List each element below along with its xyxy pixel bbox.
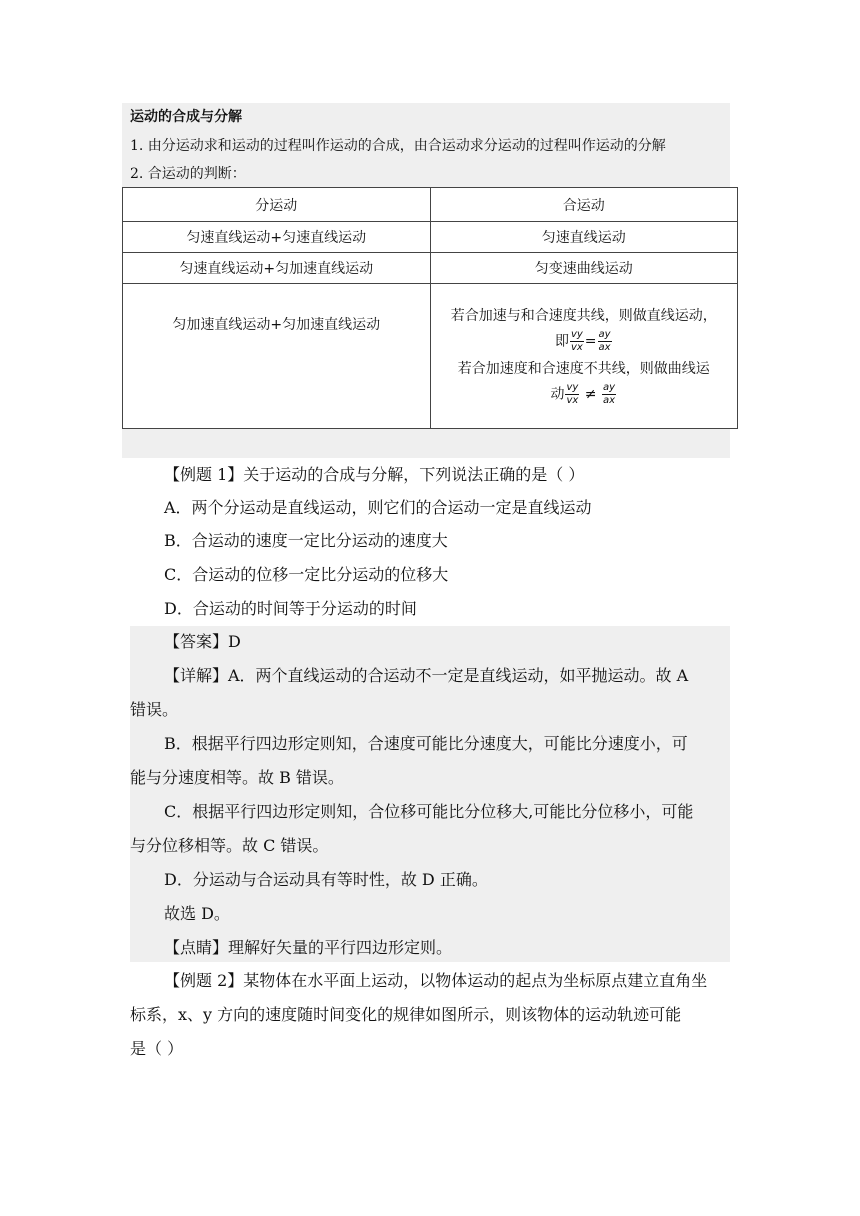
not-equal-sign: ≠	[584, 386, 597, 403]
ay-symbol: ay	[598, 329, 611, 340]
example2-line: 是（ ）	[130, 1039, 184, 1058]
table-cell: 匀速直线运动+匀速直线运动	[123, 222, 431, 253]
option-a: A．两个分运动是直线运动，则它们的合运动一定是直线运动	[164, 498, 592, 517]
option-c: C．合运动的位移一定比分运动的位移大	[164, 565, 449, 584]
intro-paragraph-1: 1. 由分运动求和运动的过程叫作运动的合成，由合运动求分运动的过程叫作运动的分解	[130, 138, 666, 154]
detail-line: B．根据平行四边形定则知，合速度可能比分速度大，可能比分速度小，可	[164, 734, 688, 753]
detail-line: C．根据平行四边形定则知，合位移可能比分位移大,可能比分位移小，可能	[164, 802, 694, 821]
comment: 【点睛】理解好矢量的平行四边形定则。	[164, 938, 453, 957]
table-row	[123, 253, 738, 284]
detail-line: 与分位移相等。故 C 错误。	[130, 836, 329, 855]
velocity-ratio	[565, 382, 579, 407]
vy-symbol: vy	[566, 382, 579, 393]
acceleration-ratio	[598, 329, 612, 354]
vx-symbol: vx	[570, 342, 583, 353]
table-header-cell: 分运动	[123, 188, 431, 222]
equals-sign: =	[584, 333, 597, 350]
table-row	[123, 222, 738, 253]
example2-line: 【例题 2】某物体在水平面上运动，以物体运动的起点为坐标原点建立直角坐	[164, 971, 708, 990]
detail-line: 【详解】A．两个直线运动的合运动不一定是直线运动，如平抛运动。故 A	[164, 666, 689, 685]
table-cell-conditions	[430, 284, 738, 429]
table-cell: 匀加速直线运动+匀加速直线运动	[123, 284, 431, 429]
collinear-condition: 若合加速与和合速度共线，则做直线运动，	[450, 308, 717, 324]
section-title: 运动的合成与分解	[130, 109, 242, 125]
detail-line: 错误。	[130, 700, 179, 719]
velocity-ratio	[570, 329, 584, 354]
detail-line: 故选 D。	[164, 904, 230, 923]
ax-symbol: ax	[602, 395, 616, 406]
ay-symbol: ay	[602, 382, 616, 393]
formula-prefix: 动	[550, 386, 565, 403]
example2-line: 标系，x、y 方向的速度随时间变化的规律如图所示，则该物体的运动轨迹可能	[130, 1005, 682, 1024]
table-header-cell: 合运动	[430, 188, 738, 222]
table-row	[123, 284, 738, 429]
noncollinear-condition: 若合加速度和合速度不共线，则做曲线运	[457, 361, 710, 377]
vy-symbol: vy	[570, 329, 583, 340]
motion-table	[122, 187, 738, 429]
formula-prefix: 即	[554, 333, 569, 350]
detail-line: 能与分速度相等。故 B 错误。	[130, 768, 344, 787]
example1-question: 【例题 1】关于运动的合成与分解，下列说法正确的是（ ）	[164, 465, 585, 484]
ax-symbol: ax	[598, 342, 611, 353]
table-header-row	[123, 188, 738, 222]
acceleration-ratio	[602, 382, 616, 407]
table-cell: 匀变速曲线运动	[430, 253, 738, 284]
option-b: B．合运动的速度一定比分运动的速度大	[164, 531, 448, 550]
intro-paragraph-2: 2. 合运动的判断：	[130, 166, 246, 182]
table-cell: 匀速直线运动+匀加速直线运动	[123, 253, 431, 284]
noncollinear-formula	[435, 382, 734, 407]
answer: 【答案】D	[164, 632, 241, 651]
collinear-formula	[435, 329, 734, 354]
detail-line: D．分运动与合运动具有等时性，故 D 正确。	[164, 870, 488, 889]
vx-symbol: vx	[566, 395, 579, 406]
table-cell: 匀速直线运动	[430, 222, 738, 253]
option-d: D．合运动的时间等于分运动的时间	[164, 599, 417, 618]
